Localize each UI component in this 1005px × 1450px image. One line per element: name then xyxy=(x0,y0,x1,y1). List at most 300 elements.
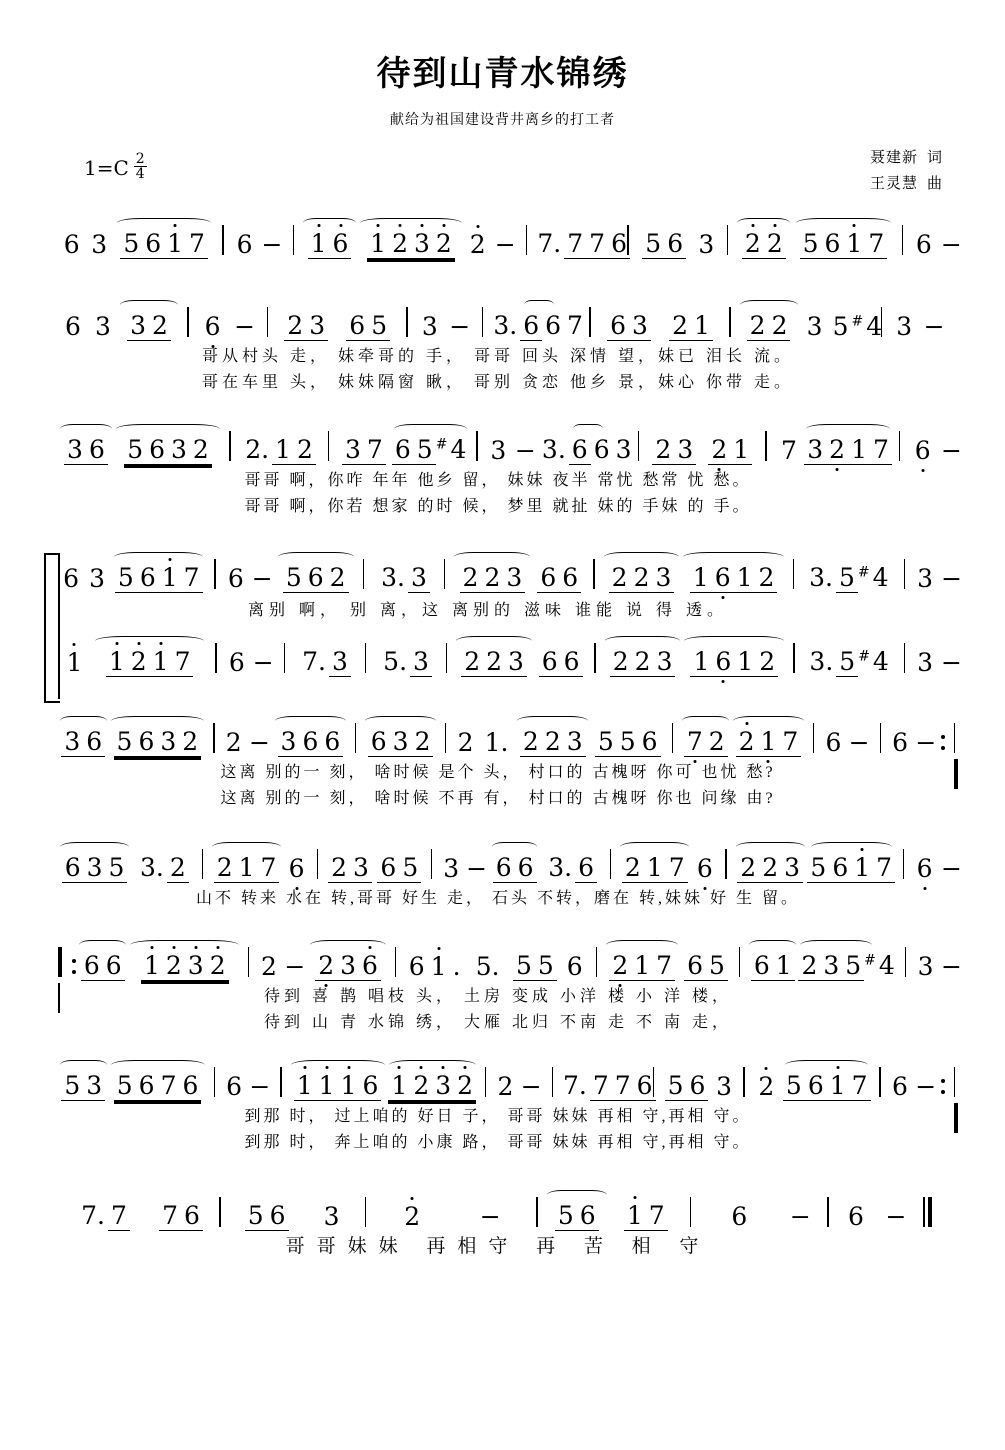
lyric-line: 待到 山 青 水锦 绣， 大雁 北归 不南 走 不 南 走， xyxy=(263,1013,732,1031)
note: 6 xyxy=(493,853,515,883)
note: 7 xyxy=(612,1071,634,1101)
note: 5 xyxy=(836,563,858,593)
note: − xyxy=(941,854,962,883)
notation-row xyxy=(0,213,1005,259)
note: 3 xyxy=(83,1071,105,1101)
note: 6 xyxy=(65,312,81,341)
composer-name: 王灵慧 xyxy=(869,176,918,193)
slur xyxy=(303,218,356,228)
lyric-row xyxy=(0,757,1005,783)
note: 3 xyxy=(306,311,328,341)
barline xyxy=(328,431,329,461)
lyric-row xyxy=(0,981,1005,1007)
lyricist-name: 聂建新 xyxy=(869,150,918,166)
barline xyxy=(280,1067,281,1097)
slur xyxy=(749,940,796,950)
barline xyxy=(215,643,216,673)
note: 5 xyxy=(368,311,390,341)
lyric-line: 待到 喜 鹊 唱枝 头， 土房 变成 小洋 楼 小 洋 楼， xyxy=(263,987,732,1005)
note: 2 xyxy=(167,853,189,883)
slur xyxy=(79,940,126,950)
barline xyxy=(526,225,527,255)
note: 6 xyxy=(81,951,103,981)
note: 2 xyxy=(433,229,455,259)
note: 2 xyxy=(128,647,150,677)
note: 6 xyxy=(825,728,842,757)
note: 3 xyxy=(350,853,372,883)
key-label: 1=C xyxy=(84,155,129,180)
note: 1 xyxy=(644,853,666,883)
note: 6 xyxy=(520,311,542,341)
note: 7 xyxy=(258,853,280,883)
slur xyxy=(517,716,588,726)
note: 2 xyxy=(207,951,229,981)
note: 6 xyxy=(236,230,253,259)
note: 5 xyxy=(842,951,864,981)
barline xyxy=(363,559,364,589)
note: 3 xyxy=(629,311,651,341)
slur xyxy=(573,424,603,434)
note: 5 xyxy=(283,563,305,593)
slur xyxy=(212,842,281,852)
note: 6 xyxy=(751,951,773,981)
note: 3. xyxy=(548,853,573,882)
note: 6 xyxy=(539,647,561,677)
note: 3 xyxy=(89,564,106,593)
lyric-row xyxy=(0,341,1005,367)
note: 6 xyxy=(805,1071,827,1101)
barline xyxy=(202,849,203,879)
slur xyxy=(360,218,462,228)
note: 5 xyxy=(595,727,617,757)
note: 5 xyxy=(114,727,136,757)
note: − xyxy=(494,230,516,259)
note: 7 xyxy=(780,436,797,465)
slur xyxy=(60,842,129,852)
barline xyxy=(229,431,230,461)
note: 1 xyxy=(757,727,779,757)
note: 1 xyxy=(308,229,330,259)
note: 4 xyxy=(878,951,895,980)
note: 2 xyxy=(764,229,786,259)
note: 1 xyxy=(843,229,865,259)
note: − xyxy=(915,728,937,757)
barline xyxy=(293,225,294,255)
note: 3 xyxy=(337,951,359,981)
note: 1 xyxy=(159,563,181,593)
barline xyxy=(395,947,396,977)
note: 3 xyxy=(64,435,86,465)
slur xyxy=(456,636,532,646)
note: 7 xyxy=(849,1071,871,1101)
music-system-7 xyxy=(0,935,1005,1033)
key-signature xyxy=(84,153,147,182)
note: 2. xyxy=(245,435,270,464)
note: 6 xyxy=(915,230,932,259)
note: 7 xyxy=(364,435,386,465)
note: − xyxy=(520,1072,542,1101)
note: 3 xyxy=(127,311,149,341)
lyric-line: 哥哥 啊，你若 想家 的时 候， 梦里 就扯 妹的 手妹 的 手。 xyxy=(244,497,752,515)
note: 2 xyxy=(214,853,236,883)
note: 3 xyxy=(896,312,913,341)
note: 1 xyxy=(367,229,389,259)
note: 7 xyxy=(653,951,675,981)
note: 6 xyxy=(227,564,244,593)
note: 7 xyxy=(158,1071,180,1101)
note: 3 xyxy=(505,647,527,677)
note: 3. xyxy=(541,435,566,464)
note: − xyxy=(789,1202,811,1231)
slur xyxy=(275,716,346,726)
note: 5 xyxy=(414,435,436,465)
slur xyxy=(111,716,205,726)
note: − xyxy=(941,436,962,465)
note: 6 xyxy=(607,311,629,341)
note: 2 xyxy=(610,647,632,677)
slur xyxy=(114,552,203,562)
note: 5 xyxy=(807,853,829,883)
note: 7 xyxy=(590,1071,612,1101)
note: 6 xyxy=(712,563,734,593)
note: 1 xyxy=(690,647,712,677)
time-signature xyxy=(134,152,147,181)
music-system-8 xyxy=(0,1055,1005,1153)
note: 3 xyxy=(654,647,676,677)
sheet-music-page xyxy=(0,46,1005,1450)
note: 2 xyxy=(461,647,483,677)
note: 6 xyxy=(146,435,168,465)
note: 6 xyxy=(305,563,327,593)
note: 1 xyxy=(316,1071,338,1101)
note: 6 xyxy=(137,563,159,593)
note: 2 xyxy=(756,563,778,593)
note: 2 xyxy=(454,1071,476,1101)
note: 3. xyxy=(140,853,164,882)
music-system-6 xyxy=(0,837,1005,909)
note: 6 xyxy=(83,727,105,757)
note: 3. xyxy=(493,311,518,340)
slur xyxy=(95,636,205,646)
note: 2 xyxy=(467,230,489,259)
note: 3 xyxy=(917,564,933,593)
note: 1 xyxy=(827,1071,849,1101)
lyric-row xyxy=(0,783,1005,809)
slur xyxy=(682,716,729,726)
lyricist-line xyxy=(870,145,943,171)
notation-row xyxy=(0,711,1005,757)
note: − xyxy=(284,952,306,981)
lyric-row xyxy=(0,1127,1005,1153)
slur xyxy=(733,716,804,726)
note: 5 xyxy=(783,1071,805,1101)
note: 2 xyxy=(520,727,542,757)
note: 1 xyxy=(631,951,653,981)
note: 6 xyxy=(684,951,706,981)
note: − xyxy=(261,230,283,259)
note: 4 xyxy=(450,435,467,464)
note: 3 xyxy=(390,727,412,757)
notation-row xyxy=(0,1055,1005,1101)
note: 1 xyxy=(734,647,756,677)
barline xyxy=(482,307,484,337)
slur xyxy=(524,300,554,310)
note: 6 xyxy=(848,1202,864,1231)
note: 4 xyxy=(872,563,889,592)
note: 5 xyxy=(800,229,822,259)
note: 3 xyxy=(323,1202,340,1231)
note: 1 xyxy=(851,853,873,883)
sharp-accidental: # xyxy=(435,436,448,453)
note: 7 xyxy=(646,1201,668,1231)
note: 3 xyxy=(804,435,826,465)
sharp-accidental: # xyxy=(864,952,876,969)
note: 6 xyxy=(914,854,936,883)
slur xyxy=(606,940,678,950)
note: 7. xyxy=(537,229,562,258)
barline xyxy=(552,1067,553,1097)
lyric-row xyxy=(0,465,1005,491)
note: 4 xyxy=(866,312,883,341)
credits xyxy=(870,145,943,198)
note: 6 xyxy=(537,563,559,593)
slur xyxy=(111,1060,205,1070)
slur xyxy=(60,716,107,726)
lyric-line: 哥在车里 头， 妹妹隔窗 瞅， 哥别 贪恋 他乡 景，妹心 你带 走。 xyxy=(201,373,794,391)
note: 7 xyxy=(586,229,608,259)
note: 6 xyxy=(892,728,909,757)
note: 7 xyxy=(865,229,887,259)
barline xyxy=(214,559,215,589)
note: 1 xyxy=(730,435,752,465)
note: 2 xyxy=(163,951,185,981)
music-system-3 xyxy=(0,419,1005,517)
note: 6 xyxy=(664,229,686,259)
note: 2 xyxy=(315,951,337,981)
note: 2 xyxy=(294,435,316,465)
note: 6 xyxy=(135,727,157,757)
slur xyxy=(130,940,239,950)
slur xyxy=(605,636,681,646)
barline xyxy=(727,225,728,255)
note: 3 xyxy=(329,647,351,677)
note: 3 xyxy=(781,853,803,883)
slur xyxy=(811,842,892,852)
note: 7 xyxy=(779,727,801,757)
notation-row-lower xyxy=(0,631,1005,677)
note: 2 xyxy=(798,951,820,981)
note: 3. xyxy=(809,647,834,676)
barline xyxy=(725,849,726,879)
note: 2 xyxy=(190,435,212,465)
note: 5 xyxy=(124,435,146,465)
note: 1 xyxy=(428,952,450,981)
barline xyxy=(219,1197,221,1227)
barline xyxy=(406,307,408,337)
note: 3. xyxy=(381,563,406,592)
barline xyxy=(902,225,903,255)
note: 2 xyxy=(497,1072,514,1101)
note: 6 xyxy=(634,1071,656,1101)
note: 5 xyxy=(617,727,639,757)
lyric-row xyxy=(0,1101,1005,1127)
barline xyxy=(596,947,597,977)
slur xyxy=(604,552,680,562)
final-barline xyxy=(923,1197,935,1227)
barline xyxy=(793,643,794,673)
note: − xyxy=(466,854,488,883)
slur xyxy=(120,300,178,310)
note: 1 xyxy=(388,1071,410,1101)
note: 6 xyxy=(408,952,425,981)
note: 3 xyxy=(95,312,111,341)
note: 2 xyxy=(481,563,503,593)
note: 1 xyxy=(734,563,756,593)
note: 3 xyxy=(615,435,632,464)
note: 1 xyxy=(63,648,85,677)
note: 7. xyxy=(302,647,326,676)
slur xyxy=(740,300,798,310)
note: 7 xyxy=(172,647,194,677)
note: 6 xyxy=(142,229,164,259)
barline xyxy=(248,947,249,977)
lyric-line: 哥从村头 走， 妹牵哥的 手， 哥哥 回头 深情 望，妹已 泪长 流。 xyxy=(201,347,794,365)
note: − xyxy=(941,648,962,677)
sharp-accidental: # xyxy=(857,564,870,581)
note: 5 xyxy=(535,951,557,981)
note: 6 xyxy=(712,647,734,677)
note: 6 xyxy=(566,952,583,981)
music-system-1 xyxy=(0,213,1005,259)
note: 6 xyxy=(575,853,597,883)
note: 6 xyxy=(639,727,661,757)
note: 6 xyxy=(694,854,716,883)
note: 3 xyxy=(443,854,460,883)
note: 1 xyxy=(106,647,128,677)
note: 3 xyxy=(408,563,430,593)
barline xyxy=(284,643,285,673)
slur xyxy=(365,716,436,726)
note: − xyxy=(885,1202,907,1231)
note: 6 xyxy=(593,435,610,464)
note: 2 xyxy=(284,311,306,341)
note: 3 xyxy=(91,230,108,259)
note: 2 xyxy=(401,1202,423,1231)
note: 6 xyxy=(267,1201,289,1231)
barline xyxy=(593,559,594,589)
repeat-start-dots xyxy=(70,951,77,981)
note: 3 xyxy=(278,727,300,757)
note: 5 xyxy=(665,1071,687,1101)
note: 2 xyxy=(149,311,171,341)
note: 6 xyxy=(731,1202,748,1231)
barline xyxy=(485,1067,486,1097)
slur xyxy=(683,552,783,562)
lyric-line: 这离 别的一 刻， 啥时候 不再 有， 村口的 古槐呀 你也 问缘 由? xyxy=(220,789,776,807)
note: 1 xyxy=(150,647,172,677)
note: 6 xyxy=(392,435,414,465)
barline xyxy=(446,643,447,673)
barline xyxy=(905,947,906,977)
music-system-2 xyxy=(0,295,1005,393)
note: 5 xyxy=(642,229,664,259)
lyric-line: 哥哥 啊，你咋 年年 他乡 留， 妹妹 夜半 常忧 愁常 忧 愁。 xyxy=(244,471,752,489)
note: 6 xyxy=(577,1201,599,1231)
slur xyxy=(278,552,354,562)
slur xyxy=(800,940,871,950)
barline xyxy=(827,1197,829,1227)
note: 5 xyxy=(513,951,535,981)
notation-row xyxy=(0,935,1005,981)
note: 3 xyxy=(917,952,934,981)
slur xyxy=(389,1060,476,1070)
barline xyxy=(743,1067,744,1097)
lyric-line: 哥哥妹妹 再相守 再 苦 相 守 xyxy=(285,1235,711,1257)
note: 6 xyxy=(608,229,630,259)
note: 1 xyxy=(294,1071,316,1101)
note: 2 xyxy=(759,853,781,883)
composer-role: 曲 xyxy=(926,176,943,193)
note: 6 xyxy=(892,1072,908,1101)
note: 3 xyxy=(185,951,207,981)
note: 1 xyxy=(272,435,294,465)
barline xyxy=(317,849,318,879)
barline xyxy=(813,723,814,753)
note: − xyxy=(251,564,273,593)
lyric-line: 这离 别的一 刻， 啥时候 是个 头， 村口的 古槐呀 你可 也忧 愁? xyxy=(220,763,776,781)
notation-row xyxy=(0,295,1005,341)
note: 3. xyxy=(809,563,834,592)
slur xyxy=(310,940,386,950)
note: 2 xyxy=(412,727,434,757)
barline xyxy=(444,559,445,589)
note: 5 xyxy=(120,229,142,259)
barline xyxy=(476,431,477,461)
note: 6 xyxy=(515,853,537,883)
music-system-5 xyxy=(0,711,1005,809)
note: 7 xyxy=(108,1201,130,1231)
note: − xyxy=(923,312,945,341)
slur xyxy=(785,1060,868,1070)
note: 5 xyxy=(106,853,128,883)
slur xyxy=(394,424,468,434)
note: 7 xyxy=(159,1201,181,1231)
note: − xyxy=(234,312,256,341)
note: 7 xyxy=(870,435,892,465)
note: 2 xyxy=(389,229,411,259)
note: 2 xyxy=(826,435,848,465)
barline xyxy=(610,849,611,879)
note: 6 xyxy=(136,1071,158,1101)
note: 6 xyxy=(181,1201,203,1231)
note: 3 xyxy=(168,435,190,465)
notation-row-upper xyxy=(0,547,1005,593)
note: 6 xyxy=(228,648,245,677)
note: 1 xyxy=(141,951,163,981)
note: 5 xyxy=(832,312,849,341)
note: − xyxy=(848,728,870,757)
slur xyxy=(116,424,220,434)
lyric-row xyxy=(0,1007,1005,1033)
slur xyxy=(454,552,530,562)
music-system-9 xyxy=(0,1185,1005,1257)
note: 5 xyxy=(245,1201,267,1231)
note: 5 xyxy=(555,1201,577,1231)
note: 3 xyxy=(411,229,433,259)
lyric-row xyxy=(0,491,1005,517)
note: 2 xyxy=(742,229,764,259)
note: − xyxy=(940,230,962,259)
